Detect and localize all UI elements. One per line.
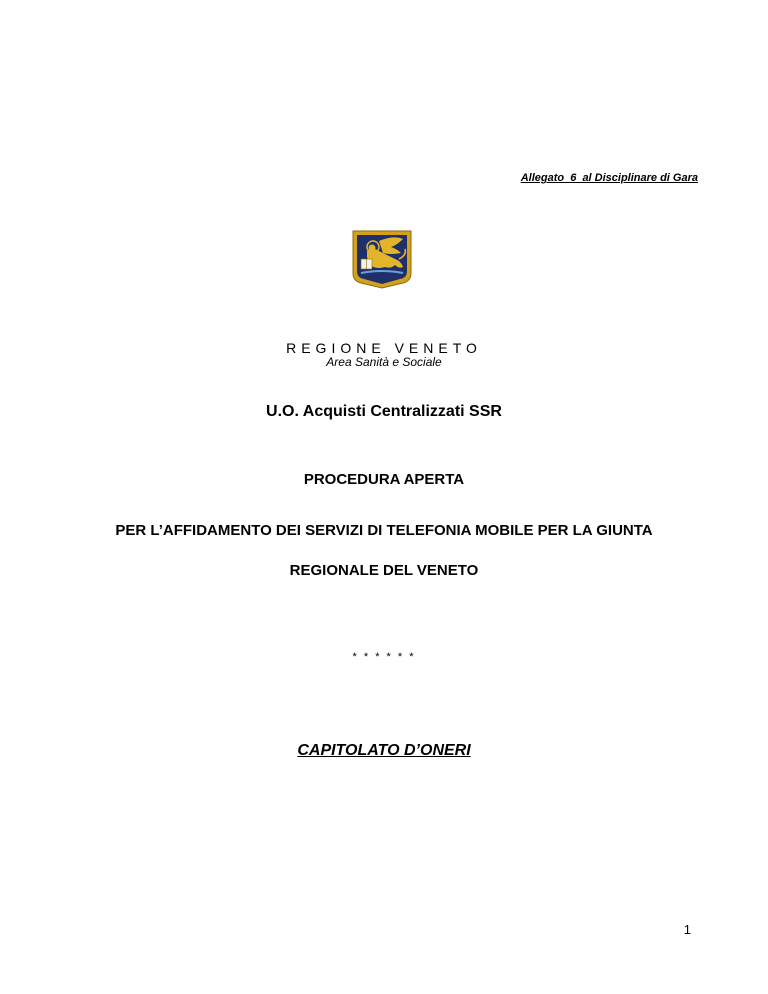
attachment-note: Allegato 6 al Disciplinare di Gara: [520, 172, 698, 184]
page-number: 1: [683, 922, 691, 937]
region-name: REGIONE VENETO: [286, 340, 482, 356]
procedure-subject-line-1: PER L’AFFIDAMENTO DEI SERVIZI DI TELEFONIA MOBILE PER LA GIUNTA: [115, 522, 653, 539]
procedure-title: PROCEDURA APERTA: [303, 471, 465, 488]
procedure-subject-line-2: REGIONALE DEL VENETO: [289, 562, 479, 579]
unit-name: U.O. Acquisti Centralizzati SSR: [266, 403, 502, 420]
procedure-subject: [0, 511, 768, 591]
section-separator: * * * * * *: [352, 651, 416, 663]
document-title: CAPITOLATO D’ONERI: [297, 742, 471, 759]
lion-of-saint-mark-crest-icon: [351, 229, 413, 289]
area-name: Area Sanità e Sociale: [326, 355, 442, 369]
